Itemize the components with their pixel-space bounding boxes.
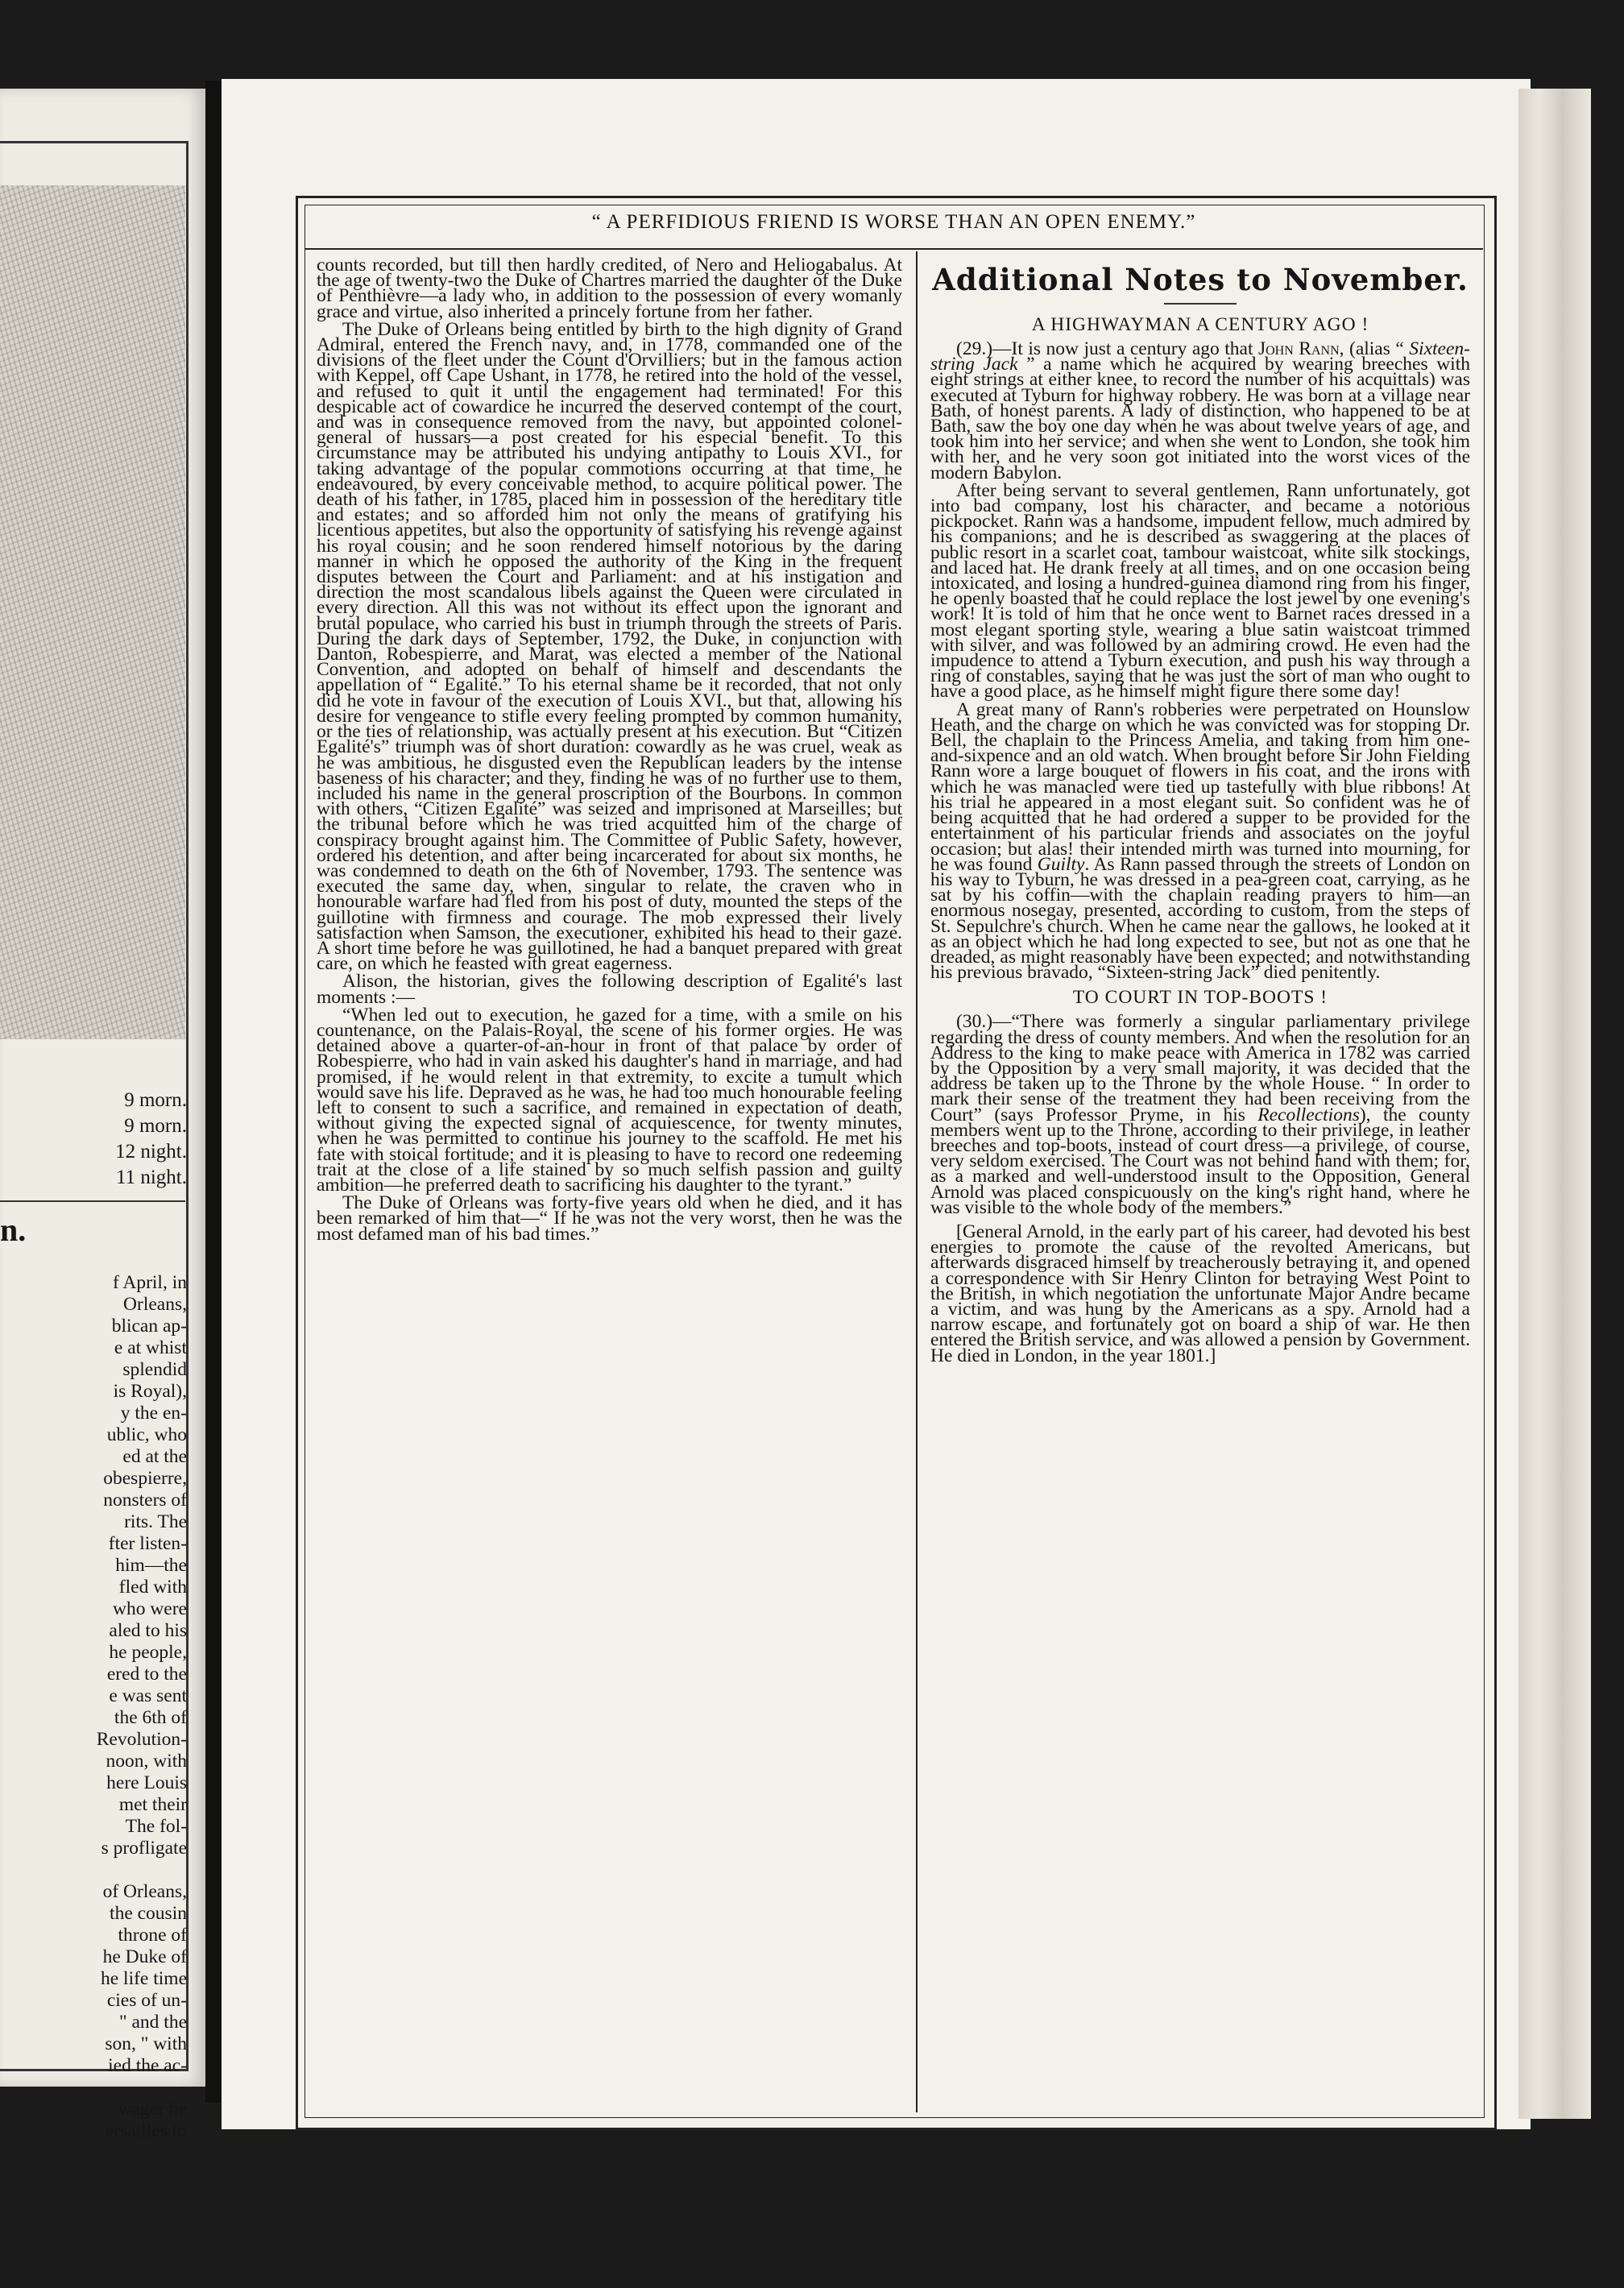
book-gutter [205,81,223,2103]
engraving-illustration [0,185,185,1039]
left-page-rule [0,1200,185,1202]
subheading-top-boots: TO COURT IN TOP-BOOTS ! [1072,987,1328,1009]
time-entry: 11 night. [116,1167,187,1188]
time-entry: 9 morn. [124,1115,187,1137]
subheading-highwayman: A HIGHWAYMAN A CENTURY AGO ! [1031,314,1369,335]
name-john-rann: John Rann [1257,338,1340,359]
section-title: Additional Notes to November. [932,262,1469,297]
paragraph: The Duke of Orleans was forty-five years old when he died, and it has been remarked of him that—“ If he was not the very worst, then he was the most defamed man of his bad times.” [317,1192,902,1245]
left-page-text-fragment [0,1212,187,2142]
paragraph-note-29: (29.)—It is now just a century ago that John Rann, (alias “ Sixteen-string Jack ” a name which he acquired by wearing breeches with eight strings at either knee, to record the number of his acquittals) was executed at Tyburn for highway robbery. He was born at a village near Bath, of honest parents. A lady of distinction, who happened to be at Bath, saw the boy one day when he was about twelve years of age, and took him into her service; and when she went to London, she took him with her, and he very soon got initiated into the worst vices of the modern Babylon. [930,338,1470,483]
paragraph: counts recorded, but till then hardly credited, of Nero and Heliogabalus. At the age of twenty-two the Duke of Chartres married the daughter of the Duke of Penthièvre—a lady who, in addition to the possession of every womanly grace and virtue, also inherited a princely fortune from her father. [317,255,902,322]
timetable [0,1088,187,1191]
right-column [930,258,1470,1364]
paragraph: The Duke of Orleans being entitled by birth to the high dignity of Grand Admiral, entered the French navy, and, in 1778, commanded one of the divisions of the fleet under the Count d'Orvilliers; but in the famous action with Keppel, off Cape Ushant, in 1778, he retired into the hold of the vessel, and refused to quit it until the engagement had terminated! For this despicable act of cowardice he incurred the deserved contempt of the court, and was in consequence removed from the navy, but appointed colonel-general of hussars—a post created for his especial benefit. To this circumstance may be attributed his undying antipathy to Louis XVI., for taking advantage of the popular commotions occurring at that time, he endeavoured, by every conceivable method, to acquire political power. The death of his father, in 1785, placed him in possession of the hereditary title and estates; and so afforded him not only the means of gratifying his licentious appetites, but also the opportunity of satisfying his revenge against his royal cousin; and he soon rendered himself notorious by the daring manner in which he opposed the authority of the King in the frequent disputes between the Court and Parliament: and at his instigation and direction the most scandalous libels against the Queen were circulated in every direction. All this was not without its effect upon the ignorant and brutal populace, who carried his bust in triumph through the streets of Paris. During the dark days of September, 1792, the Duke, in conjunction with Danton, Robespierre, and Marat, was elected a member of the National Convention, and adopted on behalf of himself and descendants the appellation of “ Egalité.” To his eternal shame be it recorded, that not only did he vote in favour of the execution of Louis XVI., but that, allowing his desire for vengeance to stifle every feeling prompted by common humanity, or the ties of relationship, was actually present at his execution. But “Citizen Egalité's” triumph was of short duration: cowardly as he was cruel, weak as he was ambitious, he disgusted even the Republican leaders by the intense baseness of his character; and they, finding he was of no further use to them, included his name in the general proscription of the Bourbons. In common with others, “Citizen Egalité” was seized and imprisoned at Marseilles; but the tribunal before which he was tried acquitted him of the charge of conspiracy brought against him. The Committee of Public Safety, however, ordered his detention, and after being incarcerated for about six months, he was condemned to death on the 6th of November, 1793. The sentence was executed the same day, when, singular to relate, the craven who in honourable warfare had fled from his post of duty, mounted the steps of the guillotine with firmness and courage. The mob expressed their lively satisfaction when Samson, the executioner, exhibited his head to their gaze. A short time before he was guillotined, he had a banquet prepared with great care, on which he feasted with great eagerness. [317,318,902,975]
page-edge [1518,89,1591,2119]
quotation-paragraph: “When led out to execution, he gazed for a time, with a smile on his countenance, on the Palais-Royal, the scene of his former orgies. He was detained above a quarter-of-an-hour in front of that palace by order of Robespierre, who had in vain asked his daughter's hand in marriage, and had promised, if he would relent in that extremity, to excite a tumult which would save his life. Depraved as he was, he had too much honourable feeling left to consent to such a sacrifice, and remained in expectation of death, without giving the expected signal of acquiescence, for twenty minutes, when he was permitted to continue his journey to the scaffold. He met his fate with stoical fortitude; and it is pleasing to have to record one redeeming trait at the close of a life stained by so much selfish passion and guilty ambition—he preferred death to sacrificing his daughter to the tyrant.” [317,1004,902,1196]
title-rule [1164,303,1237,305]
left-page-fragment [0,89,205,2141]
alias-text: Sixteen-string Jack [930,338,1470,375]
right-page [222,79,1531,2129]
header-rule [304,248,1483,250]
time-entry: 12 night. [115,1141,187,1163]
paragraph-bracketed-note: [General Arnold, in the early part of his career, had devoted his best energies to promote the cause of the revolted Americans, but afterwards disgraced himself by treacherously betraying it, and opened a correspondence with Sir Henry Clinton for betraying West Point to the British, in which negotiation the unfortunate Major Andre became a victim, and was hung by the Americans as a spy. Arnold had a narrow escape, and fortunately got on board a ship of war. He then entered the British service, and was allowed a pension by Government. He died in London, in the year 1801.] [930,1221,1470,1366]
verdict-text: Guilty [1037,853,1085,875]
fragment-heading: n. [0,1212,27,1248]
running-header: “ A PERFIDIOUS FRIEND IS WORSE THAN AN OPEN ENEMY.” [591,211,1196,233]
column-divider [916,251,918,2112]
paragraph-note-30: (30.)—“There was formerly a singular parliamentary privilege regarding the dress of county members. And when the resolution for an Address to the king to make peace with America in 1782 was carried by the Opposition by a very small majority, it was decided that the address be taken up to the Throne by the whole House. “ In order to mark their sense of the treatment they had been receiving from the Court” (says Professor Pryme, in his Recollections), the county members went up to the Throne, according to their privilege, in leather breeches and top-boots, instead of court dress—a privilege, of course, very seldom exercised. The Court was not behind hand with them; for, as a marked and well-understood insult to the Opposition, General Arnold was placed conspicuously on the king's right hand, where he was visible to the whole body of the members.” [930,1011,1470,1218]
paragraph: A great many of Rann's robberies were perpetrated on Hounslow Heath, and the charge on which he was convicted was for stopping Dr. Bell, the chaplain to the Princess Amelia, and taking from him one-and-sixpence and an old watch. When brought before Sir John Fielding Rann wore a large bouquet of flowers in his coat, and the irons with which he was manacled were tied up tastefully with blue ribbons! At his trial he appeared in a most elegant suit. So confident was he of being acquitted that he had ordered a supper to be provided for the entertainment of his particular friends and associates on the joyful occasion; but alas! their intended mirth was turned into mourning, for he was found Guilty. As Rann passed through the streets of London on his way to Tyburn, he was dressed in a pea-green coat, carrying, as he sat by his coffin—with the chaplain reading prayers to him—an enormous nosegay, presented, according to custom, from the steps of St. Sepulchre's church. When he came near the gallows, he looked at it as an object which he had long expected to see, but not as one that he dreaded, as might reasonably have been expected; and notwithstanding his previous bravado, “Sixteen-string Jack” died penitently. [930,698,1470,984]
fragment-lines: f April, in Orleans, blican ap- e at whist splendid is Royal), y the en- ublic, who ed at the obespierre, nonsters of rits. The fter listen- him—the fled with who were aled to his he people, ered to the e was sent the 6th of Revolution- noon, with here Louis met their The fol- s profligate of Orleans, the cousin throne of he Duke of he life time cies of un- " and the son, " with ied the ac- wager he ersailles to [96,1272,187,2141]
book-title: Recollections [1257,1104,1360,1125]
left-column [317,255,902,1245]
paragraph: After being servant to several gentlemen, Rann unfortunately, got into bad company, lost his character, and became a notorious pickpocket. Rann was a handsome, impudent fellow, much admired by his companions; and he is described as swaggering at the places of public resort in a scarlet coat, tambour waistcoat, white silk stockings, and laced hat. He drank freely at all times, and on one occasion being intoxicated, and losing a hundred-guinea diamond ring from his finger, he openly boasted that he could replace the lost jewel by one evening's work! It is told of him that he once went to Barnet races dressed in a most elegant sporting style, wearing a blue satin waistcoat trimmed with silver, and was followed by an admiring crowd. He even had the impudence to attend a Tyburn execution, and push his way through a ring of constables, saying that he was just the sort of man who ought to have a good place, as he himself might figure there some day! [930,479,1470,703]
paragraph: Alison, the historian, gives the following description of Egalité's last moments :— [317,971,902,1008]
time-entry: 9 morn. [124,1089,187,1111]
